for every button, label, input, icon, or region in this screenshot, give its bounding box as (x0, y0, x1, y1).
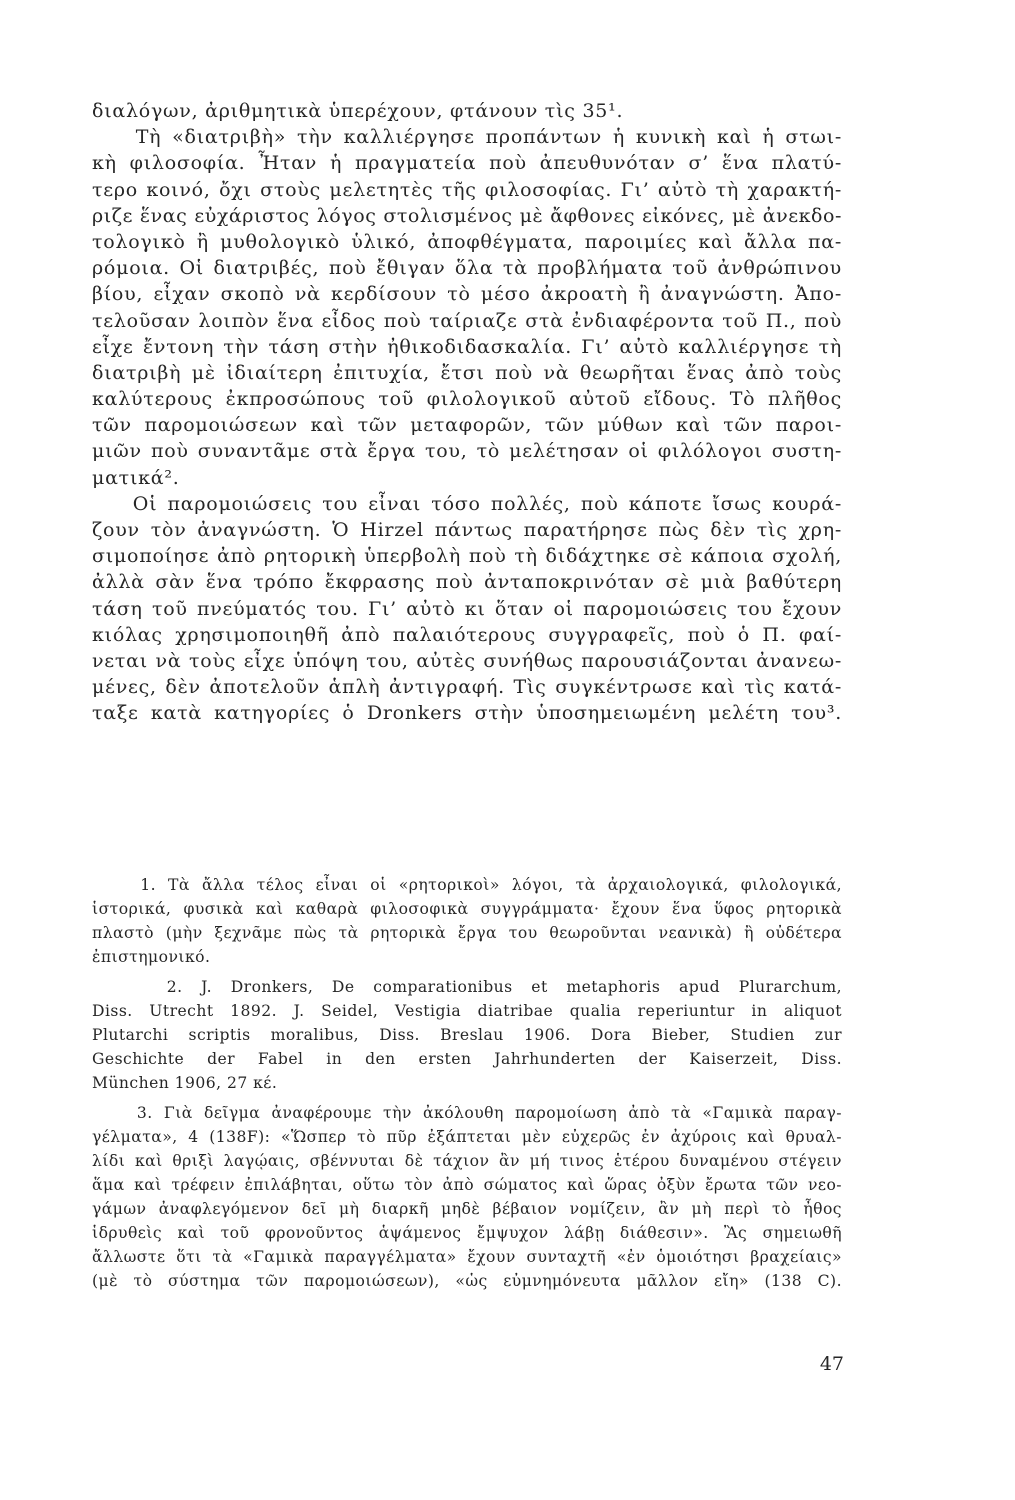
body-line: τερο κοινό, ὄχι στοὺς μελετητὲς τῆς φιλοσοφίας. Γι’ αὐτὸ τὴ χαρακτή- (92, 178, 842, 201)
footnote-line: ἅμα καὶ τρέφειν ἐπιλάβηται, οὕτω τὸν ἀπὸ σώματος καὶ ὥρας ὀξὺν ἔρωτα τῶν νεο- (92, 1176, 842, 1194)
body-line: κιόλας χρησιμοποιηθῆ ἀπὸ παλαιότερους συγγραφεῖς, ποὺ ὁ Π. φαί- (92, 623, 842, 646)
body-line: διατριβὴ μὲ ἰδιαίτερη ἐπιτυχία, ἔτσι ποὺ νὰ θεωρῆται ἕνας ἀπὸ τοὺς (92, 361, 842, 384)
footnote-line: Diss. Utrecht 1892. J. Seidel, Vestigia diatribae qualia reperiuntur in aliquot (92, 1002, 842, 1020)
footnotes (92, 873, 842, 1293)
footnote-1 (92, 873, 842, 969)
body-line: νεται νὰ τοὺς εἶχε ὑπόψη του, αὐτὲς συνήθως παρουσιάζονται ἀνανεω- (92, 649, 842, 672)
body-line: μιῶν ποὺ συναντᾶμε στὰ ἔργα του, τὸ μελέτησαν οἱ φιλόλογοι συστη- (92, 440, 842, 463)
footnote-line: ἄλλωστε ὅτι τὰ «Γαμικὰ παραγγέλματα» ἔχουν συνταχτῆ «ἐν ὁμοιότησι βραχείαις» (92, 1248, 842, 1266)
footnote-line: Plutarchi scriptis moralibus, Diss. Breslau 1906. Dora Bieber, Studien zur (92, 1026, 842, 1044)
footnote-3 (92, 1101, 842, 1293)
body-line: ζουν τὸν ἀναγνώστη. Ὁ Hirzel πάντως παρατήρησε πὼς δὲν τὶς χρη- (92, 519, 842, 541)
footnote-line: 2. J. Dronkers, De comparationibus et metaphoris apud Plurarchum, (92, 978, 842, 996)
footnote-line: γάμων ἀναφλεγόμενον δεῖ μὴ διαρκῆ μηδὲ βέβαιον νομίζειν, ἂν μὴ περὶ τὸ ἦθος (92, 1200, 842, 1218)
footnote-line: Geschichte der Fabel in den ersten Jahrhunderten der Kaiserzeit, Diss. (92, 1050, 842, 1068)
body-line: ρόμοια. Οἱ διατριβές, ποὺ ἔθιγαν ὅλα τὰ προβλήματα τοῦ ἀνθρώπινου (92, 257, 842, 280)
body-line: ματικά². (92, 466, 180, 489)
footnote-line: (μὲ τὸ σύστημα τῶν παρομοιώσεων), «ὡς εὐμνημόνευτα μᾶλλον εἴη» (138 C). (92, 1272, 842, 1290)
body-line: βίου, εἶχαν σκοπὸ νὰ κερδίσουν τὸ μέσο ἀκροατὴ ἢ ἀναγνώστη. Ἀπο- (92, 283, 842, 306)
footnote-line: γέλματα», 4 (138F): «Ὥσπερ τὸ πῦρ ἐξάπτεται μὲν εὐχερῶς ἐν ἀχύροις καὶ θρυαλ- (92, 1128, 842, 1146)
page-number: 47 (819, 1353, 844, 1375)
footnote-line: ἱστορικά, φυσικὰ καὶ καθαρὰ φιλοσοφικὰ συγγράμματα· ἔχουν ἕνα ὕφος ρητορικὰ (92, 900, 842, 918)
body-line: κὴ φιλοσοφία. Ἦταν ἡ πραγματεία ποὺ ἀπευθυνόταν σ’ ἕνα πλατύ- (92, 152, 842, 175)
main-text (92, 98, 842, 727)
body-line: τολογικὸ ἢ μυθολογικὸ ὑλικό, ἀποφθέγματα, παροιμίες καὶ ἄλλα πα- (92, 230, 842, 253)
body-line: καλύτερους ἐκπροσώπους τοῦ φιλολογικοῦ αὐτοῦ εἴδους. Τὸ πλῆθος (92, 388, 842, 411)
body-line: ριζε ἕνας εὐχάριστος λόγος στολισμένος μὲ ἄφθονες εἰκόνες, μὲ ἀνεκδο- (92, 204, 842, 227)
footnote-line: ἱδρυθεὶς καὶ τοῦ φρονοῦντος ἁψάμενος ἔμψυχον λάβῃ διάθεσιν». Ἂς σημειωθῆ (92, 1224, 842, 1242)
body-line: ταξε κατὰ κατηγορίες ὁ Dronkers στὴν ὑποσημειωμένη μελέτη του³. (92, 702, 842, 725)
footnote-line: 3. Γιὰ δεῖγμα ἀναφέρουμε τὴν ἀκόλουθη παρομοίωση ἀπὸ τὰ «Γαμικὰ παραγ- (92, 1104, 842, 1122)
footnote-line: ἐπιστημονικό. (92, 948, 211, 966)
body-line: Τὴ «διατριβὴ» τὴν καλλιέργησε προπάντων ἡ κυνικὴ καὶ ἡ στωι- (92, 126, 842, 149)
body-line: τάση τοῦ πνεύματός του. Γι’ αὐτὸ κι ὅταν οἱ παρομοιώσεις του ἔχουν (92, 597, 842, 620)
footnote-2 (92, 975, 842, 1095)
body-line: μένες, δὲν ἀποτελοῦν ἁπλὴ ἀντιγραφή. Τὶς συγκέντρωσε καὶ τὶς κατά- (92, 676, 842, 699)
body-line: σιμοποίησε ἀπὸ ρητορικὴ ὑπερβολὴ ποὺ τὴ διδάχτηκε σὲ κάποια σχολή, (92, 545, 842, 568)
body-line: τῶν παρομοιώσεων καὶ τῶν μεταφορῶν, τῶν μύθων καὶ τῶν παροι- (92, 414, 842, 437)
footnote-line: 1. Τὰ ἄλλα τέλος εἶναι οἱ «ρητορικοὶ» λόγοι, τὰ ἀρχαιολογικά, φιλολογικά, (92, 876, 842, 894)
body-line: τελοῦσαν λοιπὸν ἕνα εἶδος ποὺ ταίριαζε στὰ ἐνδιαφέροντα τοῦ Π., ποὺ (92, 309, 842, 332)
footnote-line: λίδι καὶ θριξὶ λαγῴαις, σβέννυται δὲ τάχιον ἂν μή τινος ἑτέρου δυναμένου στέγειν (92, 1152, 842, 1170)
body-line: ἀλλὰ σὰν ἕνα τρόπο ἔκφρασης ποὺ ἀνταποκρινόταν σὲ μιὰ βαθύτερη (92, 571, 842, 594)
footnote-line: πλαστὸ (μὴν ξεχνᾶμε πὼς τὰ ρητορικὰ ἔργα του θεωροῦνται νεανικὰ) ἢ οὐδέτερα (92, 924, 842, 942)
body-line: εἶχε ἔντονη τὴν τάση στὴν ἠθικοδιδασκαλία. Γι’ αὐτὸ καλλιέργησε τὴ (92, 335, 842, 358)
footnote-line: München 1906, 27 κέ. (92, 1074, 278, 1092)
body-line: Οἱ παρομοιώσεις του εἶναι τόσο πολλές, ποὺ κάποτε ἴσως κουρά- (92, 492, 842, 515)
body-line: διαλόγων, ἀριθμητικὰ ὑπερέχουν, φτάνουν τὶς 35¹. (92, 100, 624, 122)
